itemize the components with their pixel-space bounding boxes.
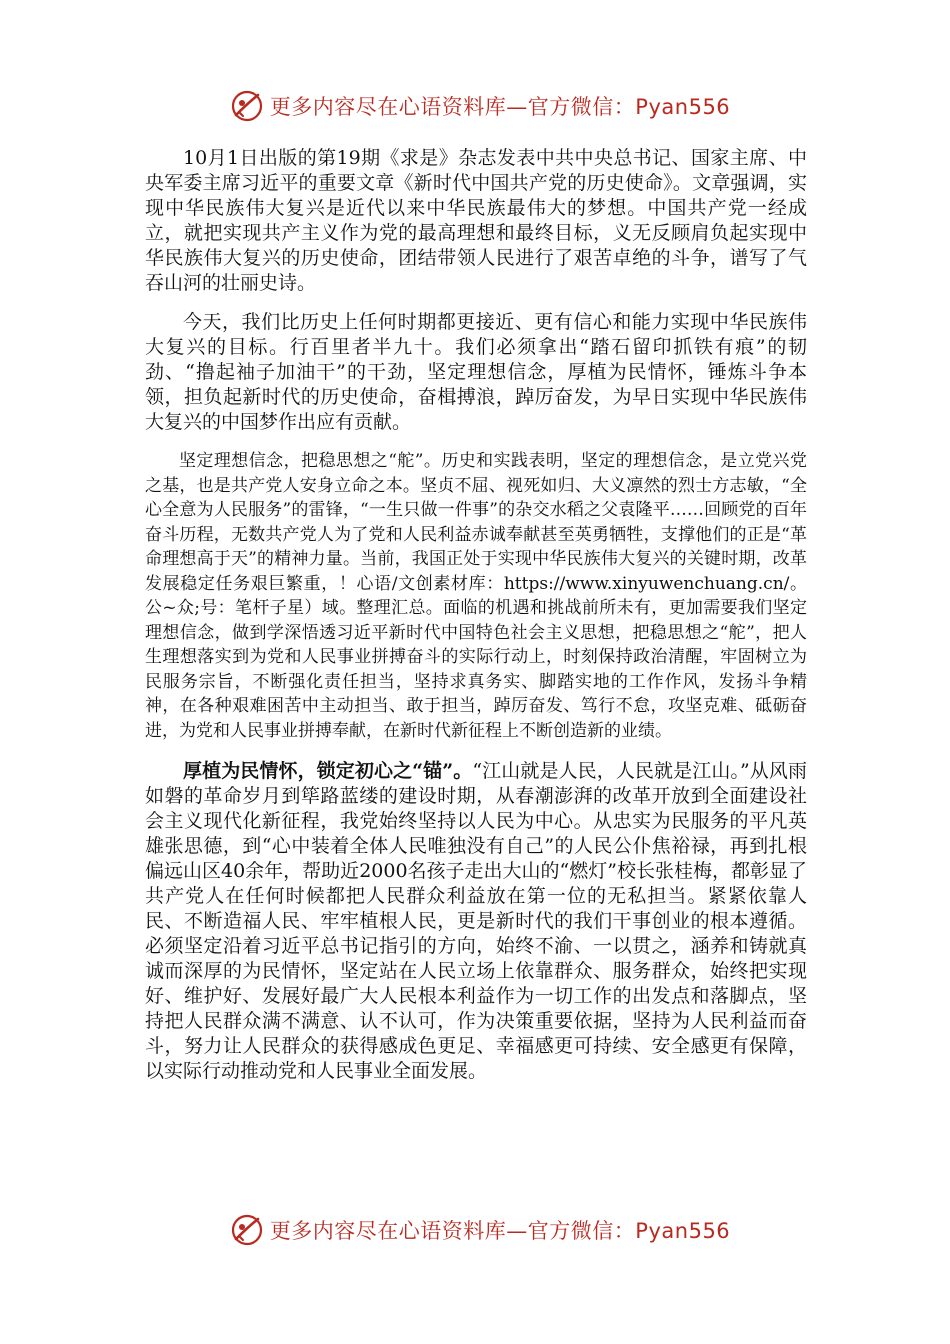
footer-banner-content	[230, 1213, 730, 1247]
paragraph-3	[145, 449, 807, 743]
footer-banner-text: 更多内容尽在心语资料库—官方微信：Pyan556	[269, 1219, 731, 1243]
footer-banner	[0, 1210, 950, 1250]
paragraph-4	[145, 759, 807, 1084]
article-body	[145, 146, 807, 1098]
paragraph-4-text: “江山就是人民，人民就是江山。”从风雨如磐的革命岁月到筚路蓝缕的建设时期，从春潮澎湃的改革开放到全面建设社会主义现代化新征程，我党始终坚持以人民为中心。从忠实为民服务的平凡英雄张思德，到“心中装着全体人民唯独没有自己”的人民公仆焦裕禄，再到扎根偏远山区40余年，帮助近2000名孩子走出大山的“燃灯”校长张桂梅，都彰显了共产党人在任何时候都把人民群众利益放在第一位的无私担当。紧紧依靠人民、不断造福人民、牢牢植根人民，更是新时代的我们干事创业的根本遵循。必须坚定沿着习近平总书记指引的方向，始终不渝、一以贯之，涵养和铸就真诚而深厚的为民情怀，坚定站在人民立场上依靠群众、服务群众，始终把实现好、维护好、发展好最广大人民根本利益作为一切工作的出发点和落脚点，坚持把人民群众满不满意、认不认可，作为决策重要依据，坚持为人民利益而奋斗，努力让人民群众的获得感成色更足、幸福感更可持续、安全感更有保障，以实际行动推动党和人民事业全面发展。	[145, 760, 807, 1082]
header-banner	[0, 86, 950, 126]
pen-logo-icon	[230, 1213, 264, 1247]
paragraph-1	[145, 146, 807, 296]
paragraph-2-text: 今天，我们比历史上任何时期都更接近、更有信心和能力实现中华民族伟大复兴的目标。行百里者半九十。我们必须拿出“踏石留印抓铁有痕”的韧劲、“撸起袖子加油干”的干劲，坚定理想信念，厚植为民情怀，锤炼斗争本领，担负起新时代的历史使命，奋楫搏浪，踔厉奋发，为早日实现中华民族伟大复兴的中国梦作出应有贡献。	[145, 311, 807, 433]
paragraph-1-text: 10月1日出版的第19期《求是》杂志发表中共中央总书记、国家主席、中央军委主席习近平的重要文章《新时代中国共产党的历史使命》。文章强调，实现中华民族伟大复兴是近代以来中华民族最伟大的梦想。中国共产党一经成立，就把实现共产主义作为党的最高理想和最终目标，义无反顾肩负起实现中华民族伟大复兴的历史使命，团结带领人民进行了艰苦卓绝的斗争，谱写了气吞山河的壮丽史诗。	[145, 147, 807, 294]
header-banner-text: 更多内容尽在心语资料库—官方微信：Pyan556	[269, 95, 731, 119]
paragraph-2	[145, 310, 807, 435]
header-banner-content	[230, 89, 730, 123]
pen-logo-icon	[230, 89, 264, 123]
paragraph-4-lead: 厚植为民情怀，锁定初心之“锚”。	[183, 760, 473, 782]
paragraph-3-text: 坚定理想信念，把稳思想之“舵”。历史和实践表明，坚定的理想信念，是立党兴党之基，也是共产党人安身立命之本。坚贞不屈、视死如归、大义凛然的烈士方志敏，“全心全意为人民服务”的雷锋，“一生只做一件事”的杂交水稻之父袁隆平……回顾党的百年奋斗历程，无数共产党人为了党和人民利益赤诚奉献甚至英勇牺牲，支撑他们的正是“革命理想高于天”的精神力量。当前，我国正处于实现中华民族伟大复兴的关键时期，改革发展稳定任务艰巨繁重，！心语/文创素材库：https://www.xinyuwenchuang.cn/。公~众;号：笔杆子星）域。整理汇总。面临的机遇和挑战前所未有，更加需要我们坚定理想信念，做到学深悟透习近平新时代中国特色社会主义思想，把稳思想之“舵”，把人生理想落实到为党和人民事业拼搏奋斗的实际行动上，时刻保持政治清醒，牢固树立为民服务宗旨，不断强化责任担当，坚持求真务实、脚踏实地的工作作风，发扬斗争精神，在各种艰难困苦中主动担当、敢于担当，踔厉奋发、笃行不怠，攻坚克难、砥砺奋进，为党和人民事业拼搏奉献，在新时代新征程上不断创造新的业绩。	[145, 451, 807, 741]
